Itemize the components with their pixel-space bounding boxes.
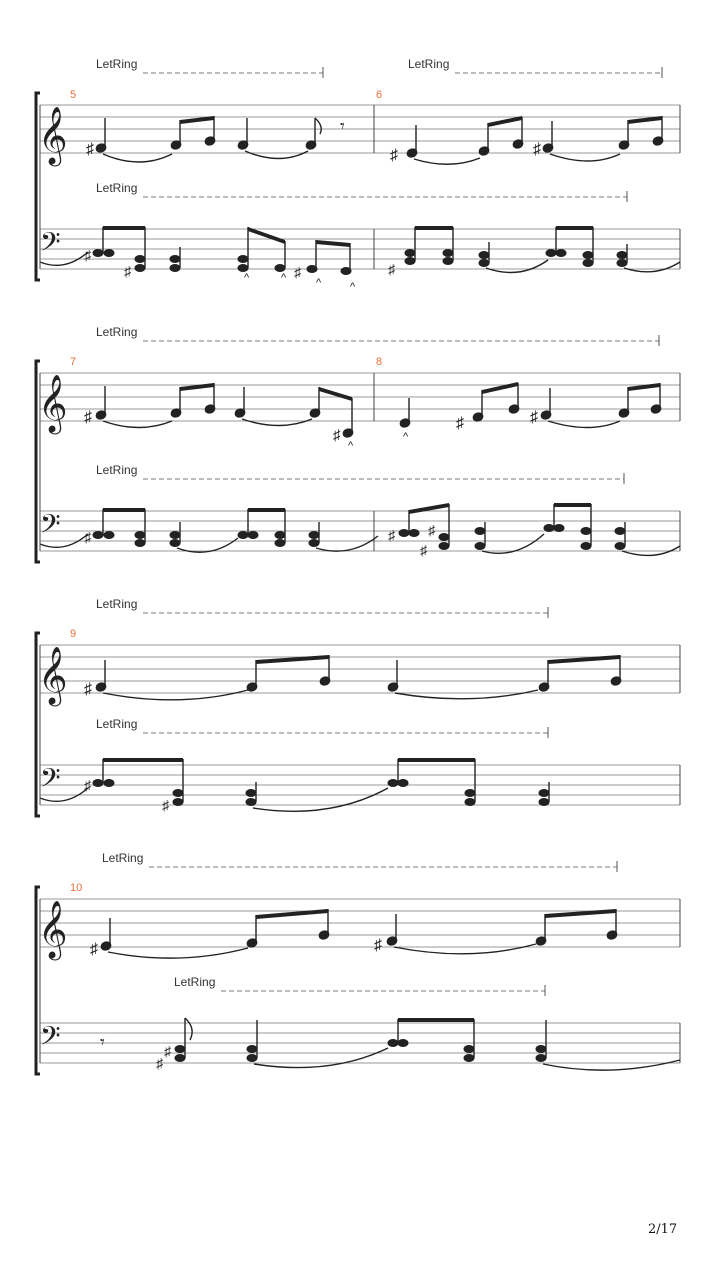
let-ring-label: LetRing xyxy=(102,851,144,865)
tie xyxy=(482,534,544,553)
tie xyxy=(550,154,620,161)
note-head xyxy=(104,532,114,539)
beam xyxy=(628,383,660,391)
tie xyxy=(548,421,620,428)
eighth-rest-icon: 𝄾 xyxy=(340,116,345,136)
tie xyxy=(486,260,548,273)
sharp-icon: ♯ xyxy=(84,777,91,793)
note-head xyxy=(246,799,256,806)
tie xyxy=(245,151,308,159)
note-head xyxy=(536,1055,546,1062)
note-head xyxy=(439,543,449,550)
note-head xyxy=(405,250,415,257)
note-head xyxy=(615,528,625,535)
let-ring-label: LetRing xyxy=(96,597,138,611)
accent-mark-icon: ^ xyxy=(348,440,354,452)
tie xyxy=(253,788,388,811)
note-head xyxy=(275,540,285,547)
page-number: 2/17 xyxy=(648,1222,678,1237)
note-head xyxy=(104,780,114,787)
treble-clef-icon: 𝄞 xyxy=(38,107,68,163)
beam xyxy=(256,655,329,664)
note-head xyxy=(475,528,485,535)
system-3 xyxy=(36,597,680,816)
tie xyxy=(254,1048,388,1068)
note-head xyxy=(546,250,556,257)
sharp-icon: ♯ xyxy=(420,542,427,558)
bass-staff xyxy=(40,765,680,805)
let-ring-label: LetRing xyxy=(96,463,138,477)
beam xyxy=(316,240,350,247)
note-head xyxy=(388,780,398,787)
sharp-icon: ♯ xyxy=(90,941,98,958)
note-head xyxy=(398,1040,408,1047)
sharp-icon: ♯ xyxy=(428,522,435,538)
accent-mark-icon: ^ xyxy=(281,272,287,284)
flag xyxy=(185,1018,192,1040)
tie xyxy=(103,154,172,162)
beam xyxy=(248,227,285,244)
note-head xyxy=(170,532,180,539)
sharp-icon: ♯ xyxy=(533,141,541,158)
note-head xyxy=(581,528,591,535)
beam xyxy=(103,226,145,230)
treble-clef-icon: 𝄞 xyxy=(38,647,68,703)
accent-mark-icon: ^ xyxy=(316,277,322,289)
bass-clef-icon: 𝄢 xyxy=(40,763,61,799)
measure-number: 5 xyxy=(70,89,77,101)
sharp-icon: ♯ xyxy=(84,681,92,698)
tie xyxy=(624,262,680,272)
beam xyxy=(248,508,285,512)
note-head xyxy=(170,265,180,272)
let-ring-label: LetRing xyxy=(96,181,138,195)
note-head xyxy=(104,250,114,257)
treble-staff xyxy=(40,373,680,421)
beam xyxy=(319,387,352,401)
note-head xyxy=(581,543,591,550)
note-head xyxy=(443,250,453,257)
tie xyxy=(108,948,248,958)
sharp-icon: ♯ xyxy=(294,264,301,280)
let-ring-label: LetRing xyxy=(96,325,138,339)
note-head xyxy=(439,534,449,541)
beam xyxy=(488,116,522,127)
measure-number: 9 xyxy=(70,628,77,640)
bass-clef-icon: 𝄢 xyxy=(40,509,61,545)
note-head xyxy=(554,525,564,532)
system-1 xyxy=(36,57,680,293)
tie xyxy=(543,1060,680,1070)
note-head xyxy=(617,252,627,259)
bass-staff xyxy=(40,1023,680,1063)
note-head xyxy=(479,252,489,259)
note-head xyxy=(475,543,485,550)
note-head xyxy=(556,250,566,257)
note-head xyxy=(238,256,248,263)
note-head xyxy=(173,790,183,797)
note-head xyxy=(309,540,319,547)
sharp-icon: ♯ xyxy=(162,797,169,813)
note-head xyxy=(583,260,593,267)
note-head xyxy=(583,252,593,259)
measure-number: 6 xyxy=(376,89,383,101)
tie xyxy=(177,538,238,552)
sharp-icon: ♯ xyxy=(388,261,395,277)
flag xyxy=(315,118,321,134)
note-head xyxy=(309,532,319,539)
treble-notes xyxy=(90,909,618,958)
note-head xyxy=(246,790,256,797)
note-head xyxy=(465,790,475,797)
sharp-icon: ♯ xyxy=(530,409,538,426)
treble-notes xyxy=(86,116,664,164)
note-head xyxy=(399,530,409,537)
note-head xyxy=(135,532,145,539)
sharp-icon: ♯ xyxy=(388,527,395,543)
note-head xyxy=(479,260,489,267)
note-head xyxy=(247,1046,257,1053)
bass-clef-icon: 𝄢 xyxy=(40,227,61,263)
note-head xyxy=(464,1055,474,1062)
note-head xyxy=(544,525,554,532)
treble-staff xyxy=(40,105,680,153)
sharp-icon: ♯ xyxy=(333,427,341,444)
sharp-icon: ♯ xyxy=(86,141,94,158)
measure-number: 7 xyxy=(70,356,77,368)
note-head xyxy=(388,1040,398,1047)
tie xyxy=(103,421,172,428)
note-head xyxy=(536,1046,546,1053)
note-head xyxy=(409,530,419,537)
treble-staff xyxy=(40,645,680,693)
tie xyxy=(103,690,248,700)
note-head xyxy=(398,780,408,787)
sharp-icon: ♯ xyxy=(390,147,398,164)
beam xyxy=(103,758,183,762)
note-head xyxy=(465,799,475,806)
note-head xyxy=(135,540,145,547)
system-4 xyxy=(36,851,680,1074)
beam xyxy=(415,226,453,230)
eighth-rest-icon: 𝄾 xyxy=(100,1032,105,1052)
note-head xyxy=(615,543,625,550)
tie xyxy=(414,158,480,164)
let-ring-label: LetRing xyxy=(96,57,138,71)
sharp-icon: ♯ xyxy=(374,937,382,954)
note-head xyxy=(93,780,103,787)
sharp-icon: ♯ xyxy=(84,529,91,545)
note-head xyxy=(170,540,180,547)
note-head xyxy=(539,799,549,806)
sharp-icon: ♯ xyxy=(156,1055,163,1071)
let-ring-label: LetRing xyxy=(408,57,450,71)
beam xyxy=(554,503,591,507)
sharp-icon: ♯ xyxy=(84,409,92,426)
sharp-icon: ♯ xyxy=(456,415,464,432)
treble-notes xyxy=(84,382,662,452)
sharp-icon: ♯ xyxy=(124,263,131,279)
note-head xyxy=(464,1046,474,1053)
measure-number: 8 xyxy=(376,356,383,368)
note-head xyxy=(247,1055,257,1062)
tie xyxy=(242,419,312,426)
note-head xyxy=(135,256,145,263)
note-head xyxy=(175,1046,185,1053)
beam xyxy=(180,383,214,391)
measure-number: 10 xyxy=(70,882,83,894)
bass-clef-icon: 𝄢 xyxy=(40,1021,61,1057)
let-ring-label: LetRing xyxy=(174,975,216,989)
beam xyxy=(409,503,449,514)
accent-mark-icon: ^ xyxy=(403,431,409,443)
tie xyxy=(394,944,536,954)
beam xyxy=(398,758,475,762)
note-head xyxy=(275,532,285,539)
sharp-icon: ♯ xyxy=(84,247,91,263)
note-head xyxy=(443,258,453,265)
beam xyxy=(482,382,518,394)
let-ring-label: LetRing xyxy=(96,717,138,731)
tie xyxy=(395,690,538,699)
note-head xyxy=(175,1055,185,1062)
note-head xyxy=(170,256,180,263)
beam xyxy=(556,226,593,230)
note-head xyxy=(539,790,549,797)
accent-mark-icon: ^ xyxy=(350,281,356,293)
system-2 xyxy=(36,325,680,562)
note-head xyxy=(238,532,248,539)
accent-mark-icon: ^ xyxy=(244,272,250,284)
tie xyxy=(316,536,378,551)
note-head xyxy=(238,265,248,272)
note-head xyxy=(617,260,627,267)
treble-clef-icon: 𝄞 xyxy=(38,901,68,957)
beam xyxy=(548,655,620,664)
note-head xyxy=(275,265,285,272)
treble-staff xyxy=(40,899,680,947)
note-head xyxy=(93,250,103,257)
sharp-icon: ♯ xyxy=(164,1043,171,1059)
beam xyxy=(545,909,616,918)
note-head xyxy=(405,258,415,265)
treble-clef-icon: 𝄞 xyxy=(38,375,68,431)
note-head xyxy=(173,799,183,806)
note-head xyxy=(248,532,258,539)
note-head xyxy=(135,265,145,272)
beam xyxy=(398,1018,474,1022)
beam xyxy=(103,508,145,512)
note-head xyxy=(93,532,103,539)
